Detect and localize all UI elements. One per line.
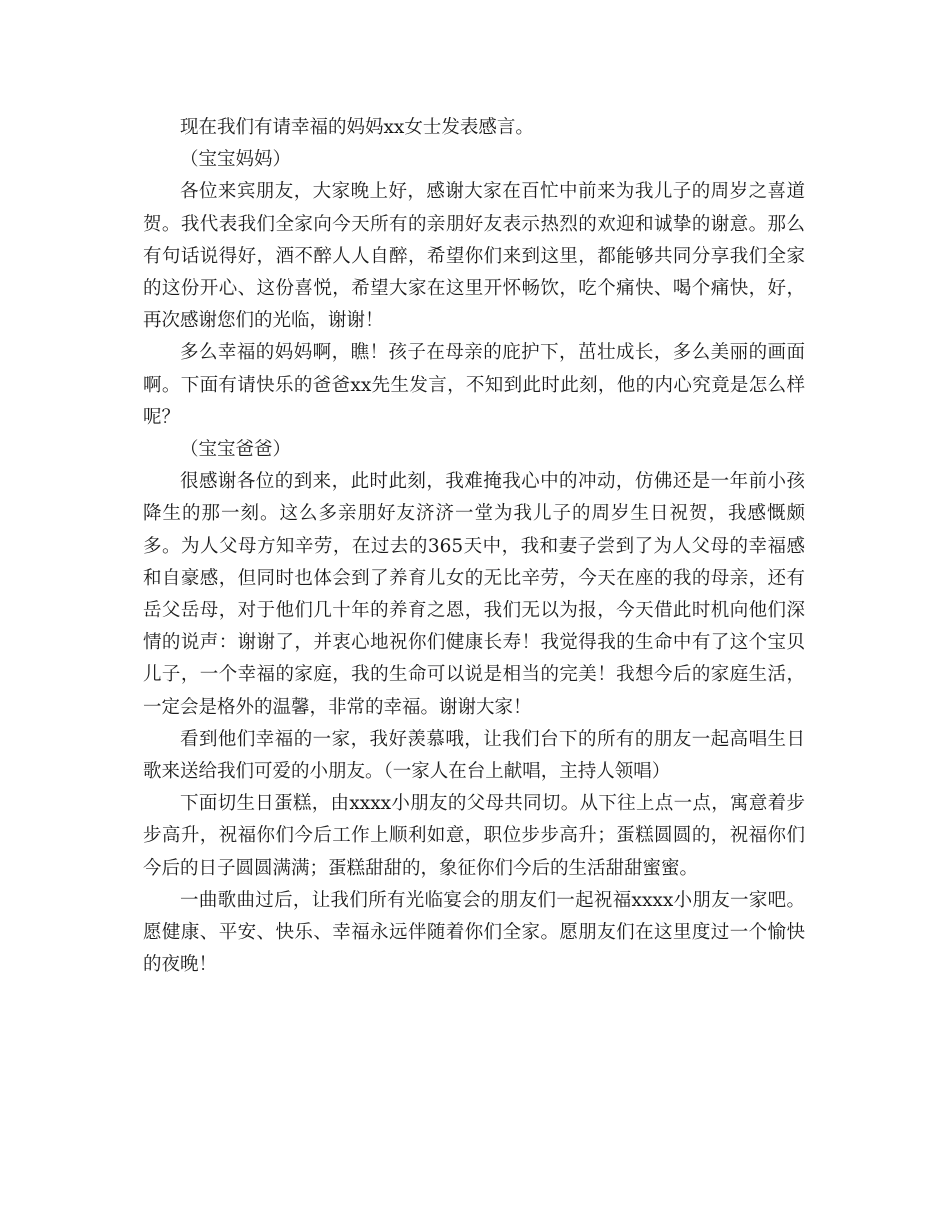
- paragraph-intro-father: 多么幸福的妈妈啊，瞧！孩子在母亲的庇护下，茁壮成长，多么美丽的画面啊。下面有请快乐的爸爸xx先生发言，不知到此时此刻，他的内心究竟是怎么样呢？: [143, 342, 805, 428]
- speaker-label-father: （宝宝爸爸）: [180, 439, 292, 461]
- speaker-label-mother: （宝宝妈妈）: [180, 149, 292, 171]
- paragraph-intro-mother: 现在我们有请幸福的妈妈xx女士发表感言。: [180, 117, 534, 138]
- paragraph-birthday-song: 看到他们幸福的一家，我好羡慕哦，让我们台下的所有的朋友一起高唱生日歌来送给我们可爱的小朋友。（一家人在台上献唱，主持人领唱）: [143, 728, 805, 783]
- paragraph-father-speech: 很感谢各位的到来，此时此刻，我难掩我心中的冲动，仿佛还是一年前小孩降生的那一刻。这么多亲朋好友济济一堂为我儿子的周岁生日祝贺，我感慨颇多。为人父母方知辛劳，在过去的365天中，我和妻子尝到了为人父母的幸福感和自豪感，但同时也体会到了养育儿女的无比辛劳，今天在座的我的母亲，还有岳父岳母，对于他们几十年的养育之恩，我们无以为报，今天借此时机向他们深情的说声：谢谢了，并衷心地祝你们健康长寿！我觉得我的生命中有了这个宝贝儿子，一个幸福的家庭，我的生命可以说是相当的完美！我想今后的家庭生活，一定会是格外的温馨，非常的幸福。谢谢大家！: [143, 471, 805, 718]
- paragraph-closing: 一曲歌曲过后，让我们所有光临宴会的朋友们一起祝福xxxx小朋友一家吧。愿健康、平安、快乐、幸福永远伴随着你们全家。愿朋友们在这里度过一个愉快的夜晚！: [143, 889, 805, 976]
- paragraph-cake-cutting: 下面切生日蛋糕，由xxxx小朋友的父母共同切。从下往上点一点，寓意着步步高升，祝福你们今后工作上顺利如意，职位步步高升；蛋糕圆圆的，祝福你们今后的日子圆圆满满；蛋糕甜甜的，象征你们今后的生活甜甜蜜蜜。: [143, 793, 805, 879]
- paragraph-mother-speech: 各位来宾朋友，大家晚上好，感谢大家在百忙中前来为我儿子的周岁之喜道贺。我代表我们全家向今天所有的亲朋好友表示热烈的欢迎和诚挚的谢意。那么有句话说得好，酒不醉人人自醉，希望你们来到这里，都能够共同分享我们全家的这份开心、这份喜悦，希望大家在这里开怀畅饮，吃个痛快、喝个痛快，好，再次感谢您们的光临，谢谢！: [143, 181, 805, 332]
- document-body: [143, 112, 805, 981]
